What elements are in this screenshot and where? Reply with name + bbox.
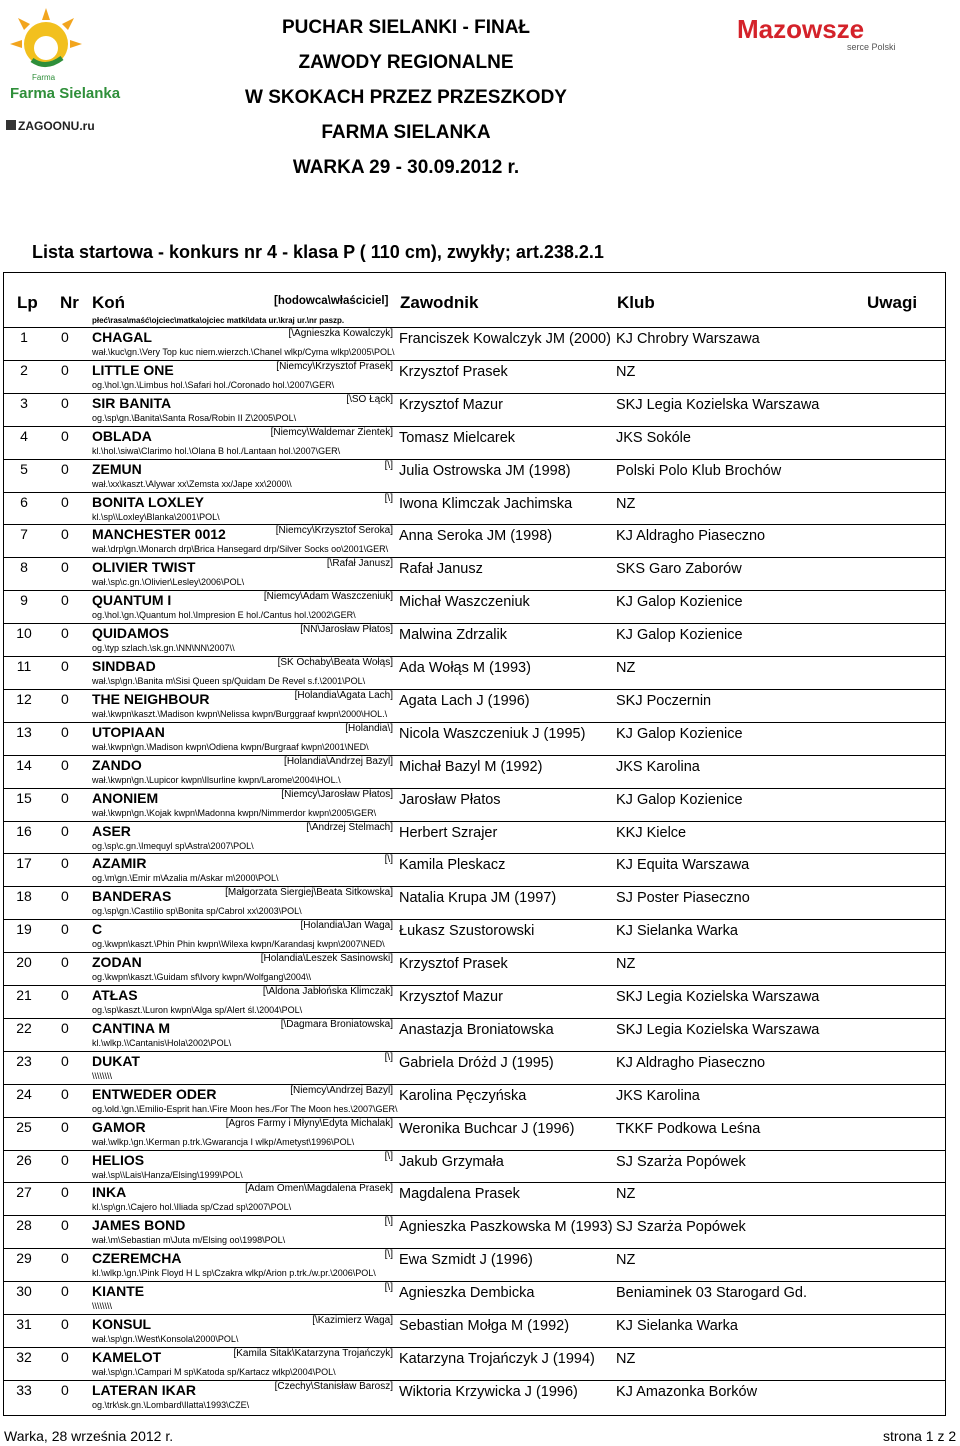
logo-sielanka-text: Farma Sielanka [10, 85, 121, 102]
title-line-5: WARKA 29 - 30.09.2012 r. [292, 157, 520, 178]
row-nr: 0 [61, 658, 69, 674]
title-line-1: PUCHAR SIELANKI - FINAŁ [281, 17, 531, 38]
row-horse: AZAMIR [92, 855, 147, 872]
row-rider: Sebastian Mołga M (1992) [399, 1318, 570, 1334]
row-nr: 0 [61, 1184, 69, 1201]
row-club: KJ Amazonka Borków [616, 1383, 758, 1400]
row-owner: [\Andrzej Stelmach] [306, 821, 393, 833]
row-rider: Nicola Waszczeniuk J (1995) [399, 725, 586, 742]
row-club: KKJ Kielce [616, 824, 687, 841]
row-club: SKJ Legia Kozielska Warszawa [616, 396, 820, 413]
row-pedigree: og.\hol.\gn.\Limbus hol.\Safari hol./Coronado hol.\2007\GER\ [92, 379, 335, 390]
row-lp: 7 [20, 526, 28, 543]
row-rider: Karolina Pęczyńska [399, 1087, 527, 1104]
row-pedigree: og.\sp\c.gn.\Imequyl sp\Astra\2007\POL\ [92, 840, 254, 851]
header-rider: Zawodnik [400, 293, 479, 312]
row-horse: KIANTE [92, 1283, 145, 1300]
row-nr: 0 [61, 1118, 69, 1135]
row-rider: Herbert Szrajer [399, 824, 498, 841]
row-horse: CHAGAL [92, 329, 152, 345]
row-pedigree: wał.\kuc\gn.\Very Top kuc niem.wierzch.\Chanel wlkp/Cyma wlkp\2005\POL\ [92, 347, 395, 357]
table-row [4, 853, 945, 887]
row-nr: 0 [61, 1283, 69, 1300]
row-pedigree: wał.\xx\kaszt.\Alywar xx\Zemsta xx/Jape xx\2000\\ [92, 478, 292, 489]
table-row [4, 886, 945, 920]
row-club: KJ Galop Kozienice [616, 791, 743, 808]
row-club: SKJ Legia Kozielska Warszawa [616, 989, 820, 1005]
row-owner: [Niemcy\Krzysztof Prasek] [276, 360, 393, 372]
row-pedigree: wał.\sp\c.gn.\Olivier\Lesley\2006\POL\ [92, 577, 245, 588]
row-rider: Łukasz Szustorowski [399, 923, 535, 940]
row-lp: 28 [16, 1217, 32, 1234]
row-owner: [Adam Omen\Magdalena Prasek] [245, 1183, 393, 1195]
row-rider: Krzysztof Prasek [399, 363, 508, 380]
row-lp: 20 [16, 954, 32, 971]
row-horse: OLIVIER TWIST [92, 559, 196, 576]
row-club: KJ Galop Kozienice [616, 594, 743, 611]
row-pedigree: kl.\hol.\siwa\Clarimo hol.\Olana B hol./Lantaan hol.\2007\GER\ [92, 445, 341, 456]
row-rider: Anastazja Broniatowska [399, 1021, 554, 1038]
table-row [4, 656, 945, 690]
row-horse: QUANTUM I [92, 592, 172, 609]
title-line-3: W SKOKACH PRZEZ PRZESZKODY [245, 87, 567, 108]
table-row [4, 1281, 945, 1315]
row-rider: Krzysztof Mazur [399, 396, 503, 413]
row-nr: 0 [61, 954, 69, 971]
row-club: KJ Sielanka Warka [616, 1318, 738, 1334]
row-club: KJ Galop Kozienice [616, 627, 743, 644]
row-lp: 27 [16, 1184, 32, 1201]
row-club: KJ Chrobry Warszawa [616, 331, 760, 347]
row-rider: Julia Ostrowska JM (1998) [399, 462, 571, 479]
row-pedigree: og.\typ szlach.\sk.gn.\NN\NN\2007\\ [92, 643, 235, 654]
row-lp: 16 [16, 822, 32, 839]
row-owner: [Niemcy\Andrzej Bazyl] [290, 1084, 393, 1096]
row-nr: 0 [61, 394, 69, 411]
row-club: NZ [616, 1186, 636, 1203]
table-row [4, 788, 945, 822]
row-horse: LATERAN IKAR [92, 1381, 196, 1398]
row-nr: 0 [61, 921, 69, 938]
row-owner: [Holandia\] [345, 722, 393, 734]
row-lp: 6 [20, 493, 28, 510]
row-pedigree: kl.\wlkp.\gn.\Pink Floyd H L sp\Czakra wlkp/Arion p.trk./w.pr.\2006\POL\ [92, 1268, 376, 1279]
svg-text:ZAGOONU.ru: ZAGOONU.ru [18, 119, 95, 133]
table-row [4, 1051, 945, 1085]
row-rider: Agata Lach J (1996) [399, 692, 530, 709]
row-rider: Agnieszka Paszkowska M (1993) [399, 1219, 613, 1236]
row-rider: Gabriela Dróżd J (1995) [399, 1054, 554, 1071]
row-owner: [Niemcy\Jarosław Płatos] [281, 788, 393, 800]
table-row [4, 393, 945, 427]
footer-date: Warka, 28 września 2012 r. [4, 1428, 174, 1444]
table-row [4, 590, 945, 624]
row-nr: 0 [61, 526, 69, 543]
table-row [4, 1215, 945, 1249]
row-lp: 23 [16, 1052, 32, 1069]
table-row [4, 1314, 945, 1348]
row-pedigree: wał.\kwpn\kaszt.\Madison kwpn\Nelissa kwpn/Burggraaf kwpn\2000\HOL.\ [92, 708, 388, 719]
row-horse: ZEMUN [92, 460, 142, 477]
row-club: JKS Karolina [616, 1087, 700, 1104]
row-lp: 9 [20, 592, 28, 609]
table-row [4, 985, 945, 1019]
row-owner: [\] [384, 492, 393, 504]
row-pedigree: \\\\\\\\ [92, 1070, 113, 1081]
row-pedigree: kl.\sp\gn.\Cajero hol.\Iliada sp/Czad sp\2007\POL\ [92, 1202, 292, 1213]
row-pedigree: wał.\m\Sebastian m\Juta m/Elsing oo\1998\POL\ [92, 1235, 286, 1246]
svg-text:serce Polski: serce Polski [847, 42, 896, 52]
row-club: KJ Sielanka Warka [616, 923, 738, 940]
header-nr: Nr [60, 293, 79, 312]
row-owner: [NN\Jarosław Płatos] [300, 624, 393, 636]
row-club: NZ [616, 956, 636, 973]
table-row [4, 459, 945, 493]
header-owner: [hodowca\właściciel] [274, 295, 389, 307]
row-horse: OBLADA [92, 427, 152, 444]
table-row [4, 689, 945, 723]
row-horse: KONSUL [92, 1316, 152, 1332]
row-pedigree: wał.\kwpn\gn.\Madison kwpn\Odiena kwpn/Burgraaf kwpn\2001\NED\ [92, 741, 369, 752]
row-lp: 17 [16, 855, 32, 872]
table-row [4, 327, 945, 361]
row-nr: 0 [61, 592, 69, 609]
row-horse: THE NEIGHBOUR [92, 690, 210, 707]
row-horse: CZEREMCHA [92, 1250, 182, 1267]
row-owner: [\Aldona Jabłońska Klimczak] [262, 986, 393, 997]
row-nr: 0 [61, 888, 69, 905]
row-club: KJ Aldragho Piaseczno [616, 1054, 766, 1071]
row-lp: 8 [20, 559, 28, 576]
row-horse: HELIOS [92, 1151, 145, 1168]
row-club: SKJ Poczernin [616, 692, 712, 709]
row-nr: 0 [61, 756, 69, 773]
table-row [4, 1117, 945, 1151]
row-horse: C [92, 921, 103, 938]
row-lp: 10 [16, 625, 32, 642]
row-nr: 0 [61, 987, 69, 1003]
row-nr: 0 [61, 625, 69, 642]
row-nr: 0 [61, 1085, 69, 1102]
footer-page: strona 1 z 2 [883, 1428, 957, 1444]
row-pedigree: kl.\sp\\Loxley\Blanka\2001\POL\ [92, 511, 220, 522]
table-row [4, 1150, 945, 1184]
row-nr: 0 [61, 855, 69, 872]
row-nr: 0 [61, 1381, 69, 1398]
row-nr: 0 [61, 822, 69, 839]
table-row [4, 557, 945, 591]
row-horse: ASER [92, 822, 131, 839]
row-club: KJ Aldragho Piaseczno [616, 528, 766, 545]
row-lp: 24 [16, 1085, 32, 1102]
table-row [4, 1182, 945, 1216]
row-horse: ZODAN [92, 954, 142, 971]
row-pedigree: og.\sp\gn.\Banita\Santa Rosa/Robin II Z\2005\POL\ [92, 412, 297, 423]
row-horse: ENTWEDER ODER [92, 1085, 217, 1102]
row-owner: [Czechy\Stanisław Barosz] [274, 1380, 393, 1392]
row-pedigree: wał.\sp\gn.\Banita m\Sisi Queen sp/Quidam De Revel s.f.\2001\POL\ [92, 676, 366, 686]
row-horse: BONITA LOXLEY [92, 493, 204, 510]
row-pedigree: og.\sp\gn.\Castilio sp\Bonita sp/Cabrol xx\2003\POL\ [92, 906, 302, 917]
row-pedigree: wał.\sp\gn.\Campari M sp\Katoda sp/Kartacz wlkp\2004\POL\ [92, 1366, 336, 1377]
row-club: JKS Karolina [616, 758, 700, 775]
row-pedigree: wał.\kwpn\gn.\Kojak kwpn\Madonna kwpn/Nimmerdor kwpn\2005\GER\ [92, 807, 377, 818]
row-rider: Weronika Buchcar J (1996) [399, 1120, 575, 1137]
table-row [4, 1248, 945, 1282]
row-rider: Rafał Janusz [399, 561, 483, 578]
row-rider: Franciszek Kowalczyk JM (2000) [399, 331, 611, 347]
row-pedigree: og.\old.\gn.\Emilio-Esprit han.\Fire Moon hes./For The Moon hes.\2007\GER\ [92, 1103, 398, 1114]
row-club: KJ Equita Warszawa [616, 857, 750, 874]
row-lp: 29 [16, 1250, 32, 1267]
row-club: NZ [616, 495, 636, 512]
row-horse: ZANDO [92, 756, 142, 773]
row-pedigree: wał.\sp\gn.\West\Konsola\2000\POL\ [92, 1334, 239, 1344]
row-owner: [Holandia\Agata Lach] [294, 689, 393, 701]
row-lp: 22 [16, 1019, 32, 1036]
row-horse: CANTINA M [92, 1019, 171, 1036]
row-owner: [\Agnieszka Kowalczyk] [288, 328, 393, 339]
row-nr: 0 [61, 493, 69, 510]
row-nr: 0 [61, 1250, 69, 1267]
table-row [4, 426, 945, 460]
row-nr: 0 [61, 361, 69, 378]
row-rider: Magdalena Prasek [399, 1186, 520, 1203]
row-owner: [\Kazimierz Waga] [312, 1315, 393, 1326]
row-owner: [Niemcy\Waldemar Zientek] [270, 426, 393, 438]
row-pedigree: og.\sp\kaszt.\Luron kwpn\Alga sp/Alert śl.\2004\POL\ [92, 1005, 303, 1015]
row-owner: [\] [384, 459, 393, 471]
row-club: NZ [616, 660, 636, 676]
row-owner: [\Dagmara Broniatowska] [280, 1018, 393, 1030]
row-rider: Krzysztof Prasek [399, 956, 508, 973]
row-owner: [Holandia\Jan Waga] [300, 920, 393, 932]
table-row [4, 492, 945, 526]
row-horse: KAMELOT [92, 1348, 162, 1365]
row-club: NZ [616, 363, 636, 380]
row-pedigree: og.\kwpn\kaszt.\Phin Phin kwpn\Wilexa kwpn/Karandasj kwpn\2007\NED\ [92, 939, 385, 950]
row-lp: 3 [20, 394, 28, 411]
row-rider: Ada Wołąs M (1993) [399, 660, 531, 676]
row-lp: 1 [20, 329, 28, 345]
row-pedigree: wał.\kwpn\gn.\Lupicor kwpn\Ilsurline kwpn/Larome\2004\HOL.\ [92, 774, 341, 785]
row-owner: [SK Ochaby\Beata Wołąs] [277, 657, 393, 668]
row-rider: Kamila Pleskacz [399, 857, 506, 874]
row-owner: [\] [384, 1150, 393, 1162]
row-lp: 18 [16, 888, 32, 905]
row-nr: 0 [61, 460, 69, 477]
row-horse: ATŁAS [92, 987, 138, 1003]
row-lp: 14 [16, 756, 32, 773]
title-line-4: FARMA SIELANKA [321, 122, 491, 143]
row-rider: Michał Waszczeniuk [399, 594, 530, 611]
row-pedigree: wał.\drp\gn.\Monarch drp\Brica Hansegard drp/Silver Socks oo\2001\GER\ [92, 544, 389, 555]
row-pedigree: og.\trk\sk.gn.\Lombard\Ilatta\1993\CZE\ [92, 1399, 250, 1410]
table-row [4, 1084, 945, 1118]
table-row [4, 524, 945, 558]
row-rider: Malwina Zdrzalik [399, 627, 507, 644]
row-owner: [Niemcy\Adam Waszczeniuk] [263, 591, 393, 603]
row-rider: Ewa Szmidt J (1996) [399, 1252, 533, 1269]
title-line-2: ZAWODY REGIONALNE [298, 52, 514, 73]
row-rider: Jakub Grzymała [399, 1153, 504, 1170]
row-club: SJ Poster Piaseczno [616, 890, 750, 907]
table-row [4, 755, 945, 789]
row-owner: [\SO Łąck] [346, 393, 393, 405]
header-notes: Uwagi [867, 293, 918, 312]
row-nr: 0 [61, 1019, 69, 1036]
header-lp: Lp [17, 293, 38, 312]
row-rider: Katarzyna Trojańczyk J (1994) [399, 1350, 595, 1367]
row-owner: [Holandia\Leszek Sasinowski] [260, 953, 393, 965]
row-lp: 5 [20, 460, 28, 477]
row-nr: 0 [61, 559, 69, 576]
table-row [4, 1347, 945, 1381]
row-owner: [Niemcy\Krzysztof Seroka] [275, 525, 393, 537]
table-row [4, 722, 945, 756]
row-rider: Michał Bazyl M (1992) [399, 758, 543, 775]
row-lp: 13 [16, 723, 32, 740]
row-lp: 11 [16, 658, 32, 674]
row-owner: [Małgorzata Siergiej\Beata Sitkowska] [225, 887, 393, 899]
row-club: Beniaminek 03 Starogard Gd. [616, 1285, 808, 1302]
row-pedigree: og.\m\gn.\Emir m\Azalia m/Askar m\2000\POL\ [92, 873, 279, 884]
row-rider: Tomasz Mielcarek [399, 429, 516, 446]
row-club: SKJ Legia Kozielska Warszawa [616, 1021, 820, 1038]
row-nr: 0 [61, 1151, 69, 1168]
row-horse: SINDBAD [92, 658, 156, 674]
row-rider: Wiktoria Krzywicka J (1996) [399, 1383, 578, 1400]
table-row [4, 1380, 945, 1414]
row-owner: [\] [384, 1282, 393, 1294]
row-owner: [Agros Farmy i Młyny\Edyta Michalak] [225, 1117, 393, 1129]
row-rider: Jarosław Płatos [399, 791, 501, 808]
table-row [4, 919, 945, 953]
row-rider: Iwona Klimczak Jachimska [399, 495, 573, 512]
row-lp: 21 [16, 987, 32, 1003]
row-lp: 2 [20, 361, 28, 378]
row-horse: DUKAT [92, 1052, 140, 1069]
row-pedigree: \\\\\\\\ [92, 1301, 113, 1312]
row-horse: BANDERAS [92, 888, 172, 905]
row-horse: GAMOR [92, 1118, 146, 1135]
row-club: SKS Garo Zaborów [616, 561, 742, 578]
start-list-table [3, 272, 946, 1416]
row-horse: INKA [92, 1184, 127, 1201]
row-pedigree: og.\hol.\gn.\Quantum hol.\Impresion E hol./Cantus hol.\2002\GER\ [92, 610, 356, 621]
row-horse: ANONIEM [92, 789, 159, 806]
table-row [4, 1018, 945, 1052]
row-horse: QUIDAMOS [92, 625, 169, 642]
row-horse: LITTLE ONE [92, 361, 174, 378]
row-club: KJ Galop Kozienice [616, 725, 743, 742]
row-club: Polski Polo Klub Brochów [616, 462, 782, 479]
row-nr: 0 [61, 1217, 69, 1234]
table-row [4, 821, 945, 855]
row-nr: 0 [61, 427, 69, 444]
table-header [4, 273, 945, 329]
row-pedigree: wał.\wlkp.\gn.\Kerman p.trk.\Gwarancja I wlkp/Ametyst\1996\POL\ [92, 1136, 355, 1147]
row-club: NZ [616, 1350, 636, 1367]
row-horse: UTOPIAAN [92, 723, 165, 740]
row-lp: 19 [16, 921, 32, 938]
row-pedigree: og.\kwpn\kaszt.\Guidam sf\Ivory kwpn/Wolfgang\2004\\ [92, 972, 311, 983]
row-lp: 15 [16, 789, 32, 806]
row-rider: Natalia Krupa JM (1997) [399, 890, 557, 907]
row-club: TKKF Podkowa Leśna [616, 1120, 761, 1137]
row-nr: 0 [61, 789, 69, 806]
row-owner: [Holandia\Andrzej Bazyl] [284, 755, 393, 767]
row-pedigree: wał.\sp\\Lais\Hanza/Elsing\1999\POL\ [92, 1169, 243, 1180]
logo-farma-text: Farma [32, 73, 56, 82]
row-lp: 30 [16, 1283, 32, 1300]
table-row [4, 952, 945, 986]
row-horse: SIR BANITA [92, 394, 172, 411]
row-nr: 0 [61, 1316, 69, 1332]
row-nr: 0 [61, 690, 69, 707]
row-horse: MANCHESTER 0012 [92, 526, 226, 543]
row-pedigree: kl.\wlkp.\\Cantanis\Hola\2002\POL\ [92, 1037, 232, 1048]
row-owner: [\] [384, 854, 393, 866]
table-row [4, 360, 945, 394]
row-lp: 12 [16, 690, 32, 707]
svg-text:Mazowsze: Mazowsze [737, 14, 865, 44]
row-rider: Anna Seroka JM (1998) [399, 528, 553, 545]
header-pedigree: płeć\rasa\maść\ojciec\matka\ojciec matki\data ur.\kraj ur.\nr paszp. [92, 316, 345, 325]
header-horse: Koń [92, 293, 126, 312]
table-row [4, 623, 945, 657]
row-lp: 26 [16, 1151, 32, 1168]
row-club: NZ [616, 1252, 636, 1269]
row-nr: 0 [61, 723, 69, 740]
row-owner: [Kamila Sitak\Katarzyna Trojańczyk] [233, 1347, 393, 1359]
row-club: SJ Szarża Popówek [616, 1153, 746, 1170]
row-rider: Krzysztof Mazur [399, 989, 503, 1005]
row-owner: [\Rafał Janusz] [326, 558, 393, 570]
row-owner: [\] [384, 1051, 393, 1063]
header-club: Klub [617, 293, 655, 312]
row-lp: 25 [16, 1118, 32, 1135]
row-nr: 0 [61, 1348, 69, 1365]
row-lp: 31 [16, 1316, 32, 1332]
row-owner: [\] [384, 1216, 393, 1228]
row-nr: 0 [61, 1052, 69, 1069]
row-club: JKS Sokóle [616, 429, 691, 446]
row-lp: 32 [16, 1348, 32, 1365]
row-nr: 0 [61, 329, 69, 345]
row-owner: [\] [384, 1249, 393, 1261]
row-lp: 33 [16, 1381, 32, 1398]
row-horse: JAMES BOND [92, 1217, 186, 1234]
competition-subtitle: Lista startowa - konkurs nr 4 - klasa P ( 110 cm), zwykły; art.238.2.1 [32, 242, 604, 262]
row-lp: 4 [20, 427, 28, 444]
row-club: SJ Szarża Popówek [616, 1219, 746, 1236]
row-rider: Agnieszka Dembicka [399, 1285, 535, 1302]
